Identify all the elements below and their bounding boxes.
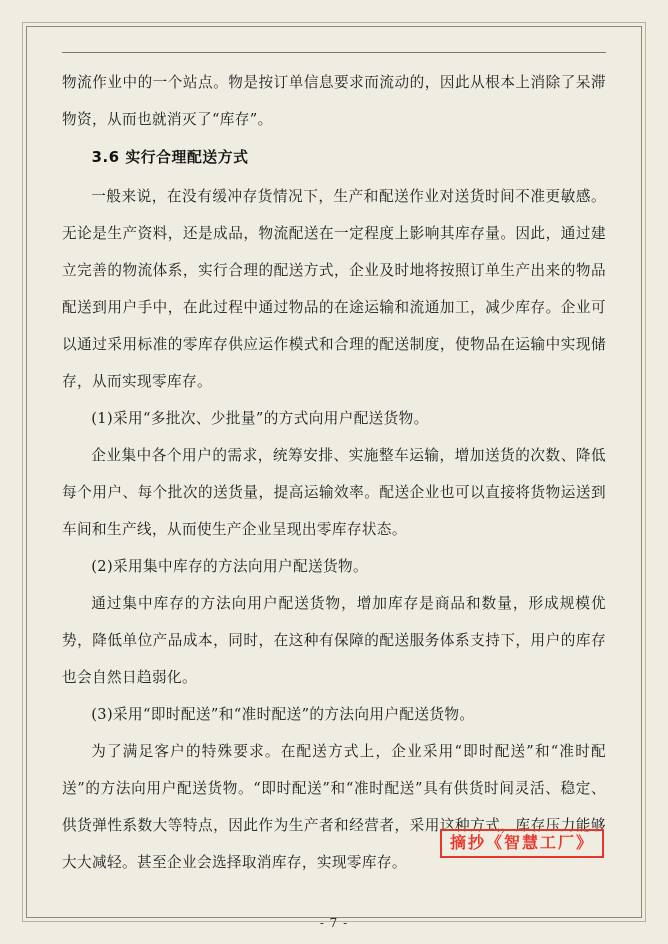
section-heading: 3.6 实行合理配送方式 (91, 149, 249, 166)
header-rule (62, 52, 606, 53)
paragraph: 物流作业中的一个站点。物是按订单信息要求而流动的，因此从根本上消除了呆滞物资，从而也就消灭了“库存”。 (62, 74, 606, 128)
paragraph: 一般来说，在没有缓冲存货情况下，生产和配送作业对送货时间不准更敏感。无论是生产资料，还是成品，物流配送在一定程度上影响其库存量。因此，通过建立完善的物流体系，实行合理的配送方式，企业及时地将按照订单生产出来的物品配送到用户手中，在此过程中通过物品的在途运输和流通加工，减少库存。企业可以通过采用标准的零库存供应运作模式和合理的配送制度，使物品在运输中实现储存，从而实现零库存。 (62, 188, 606, 390)
paragraph: (2)采用集中库存的方法向用户配送货物。 (91, 558, 368, 575)
paragraph: (3)采用“即时配送”和“准时配送”的方法向用户配送货物。 (91, 706, 475, 723)
paragraph: 企业集中各个用户的需求，统筹安排、实施整车运输，增加送货的次数、降低每个用户、每个批次的送货量，提高运输效率。配送企业也可以直接将货物运送到车间和生产线，从而使生产企业呈现出零库存状态。 (62, 447, 606, 538)
page-content (62, 64, 606, 884)
page-number: - 7 - (319, 916, 349, 930)
source-stamp: 摘抄《智慧工厂》 (440, 829, 604, 858)
paragraph: 通过集中库存的方法向用户配送货物，增加库存是商品和数量，形成规模优势，降低单位产品成本，同时，在这种有保障的配送服务体系支持下，用户的库存也会自然日趋弱化。 (62, 595, 606, 686)
paragraph: (1)采用“多批次、少批量”的方式向用户配送货物。 (91, 410, 429, 427)
paragraph: 为了满足客户的特殊要求。在配送方式上，企业采用“即时配送”和“准时配送”的方法向用户配送货物。“即时配送”和“准时配送”具有供货时间灵活、稳定、供货弹性系数大等特点，因此作为生产者和经营者，采用这种方式，库存压力能够大大减轻。甚至企业会选择取消库存，实现零库存。 (62, 743, 606, 871)
